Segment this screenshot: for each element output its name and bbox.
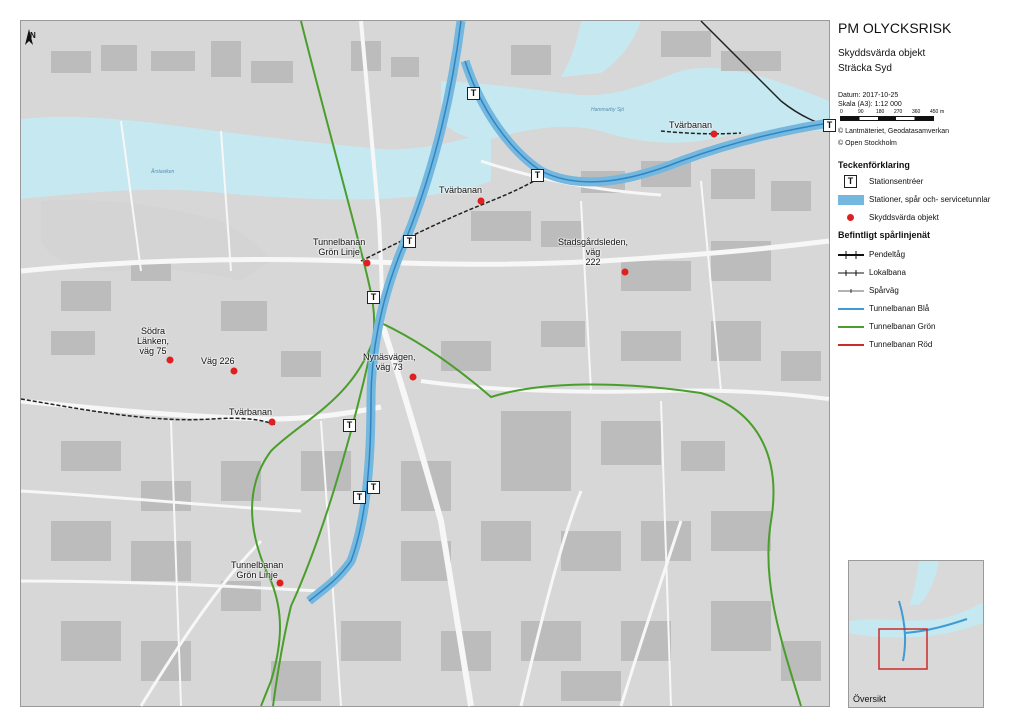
legend-row-bla (838, 302, 1018, 316)
pendeltag-line-icon (838, 248, 864, 262)
legend-row-gron (838, 320, 1018, 334)
scale-tick: 180 (876, 109, 885, 115)
overview-svg (849, 561, 983, 707)
blue-line-icon (838, 302, 864, 316)
legend-row-sparvag (838, 284, 1018, 298)
scale-unit: m (940, 109, 945, 115)
legend-label: Tunnelbanan Röd (869, 340, 933, 349)
protected-dot-icon (847, 214, 854, 221)
label-tvarbanan-ne: Tvärbanan (669, 120, 713, 130)
tunnel-swatch-icon (838, 195, 864, 205)
protected-dot-nynasvagen (410, 374, 417, 381)
legend-row-station-entries (838, 175, 1018, 189)
label-tunnelbanan-south: Tunnelbanan Grön Linje (231, 560, 284, 580)
label-tvarbanan-central: Tvärbanan (439, 185, 483, 195)
scale-tick: 90 (858, 109, 864, 115)
legend-label: Stationsentréer (869, 177, 924, 186)
label-tunnelbanan-north: Tunnelbanan Grön Linje (313, 237, 366, 257)
map-subtitle-1: Skyddsvärda objekt (838, 48, 926, 59)
map-subtitle-2: Sträcka Syd (838, 63, 892, 74)
legend-label: Tunnelbanan Blå (869, 304, 930, 313)
protected-dot-stadsgardsleden (622, 269, 629, 276)
protected-dot-tunnelbanan-north (364, 260, 371, 267)
station-entry-icon[interactable]: T (823, 119, 836, 132)
protected-dot-vag-226 (231, 368, 238, 375)
legend-label: Stationer, spår och- servicetunnlar (869, 195, 991, 204)
protected-dot-sodra-lanken (167, 357, 174, 364)
scale-bar (838, 109, 948, 123)
red-line-icon (838, 338, 864, 352)
map-title: PM OLYCKSRISK (838, 20, 952, 36)
legend-label: Pendeltåg (869, 250, 906, 259)
station-entry-icon[interactable]: T (403, 235, 416, 248)
station-entry-icon[interactable]: T (353, 491, 366, 504)
protected-dot-tunnelbanan-south (277, 580, 284, 587)
map-canvas[interactable] (20, 20, 833, 707)
water-north (561, 21, 641, 77)
legend-label: Lokalbana (869, 268, 906, 277)
network-heading: Befintligt spårlinjenät (838, 230, 931, 240)
legend-row-rod (838, 338, 1018, 352)
label-stadsgardsleden: Stadsgårdsleden, väg 222 (558, 237, 629, 267)
station-entry-icon[interactable]: T (367, 481, 380, 494)
station-entry-icon[interactable]: T (467, 87, 480, 100)
protected-dot-tvarbanan-ne (711, 131, 718, 138)
legend-label: Skyddsvärda objekt (869, 213, 939, 222)
legend-heading: Teckenförklaring (838, 160, 910, 170)
legend-row-stations-tunnels (838, 193, 1018, 207)
scale-tick: 270 (894, 109, 903, 115)
map-date: Datum: 2017-10-25 (838, 92, 899, 99)
scale-tick: 450 (930, 109, 939, 115)
credit-lantmateriet: © Lantmäteriet, Geodatasamverkan (838, 128, 949, 135)
legend-row-pendeltag (838, 248, 1018, 262)
legend-panel (838, 20, 1018, 560)
water-label-arstaviken: Årstaviken (151, 169, 175, 175)
scale-tick: 0 (840, 109, 843, 115)
credit-open-stockholm: © Open Stockholm (838, 140, 897, 147)
label-nynasvagen: Nynäsvägen, väg 73 (363, 352, 416, 372)
green-line-icon (838, 320, 864, 334)
water-label-hammarby: Hammarby Sjö (591, 107, 625, 113)
legend-row-protected (838, 211, 1018, 225)
north-label: N (30, 31, 36, 40)
station-entry-icon: T (844, 175, 857, 188)
protected-dot-tvarbanan-sw (269, 419, 276, 426)
scale-tick: 360 (912, 109, 921, 115)
label-tvarbanan-sw: Tvärbanan (229, 407, 273, 417)
legend-label: Spårväg (869, 286, 899, 295)
legend-label: Tunnelbanan Grön (869, 322, 936, 331)
station-entry-icon[interactable]: T (343, 419, 356, 432)
map-scale: Skala (A3): 1:12 000 (838, 101, 902, 108)
lokalbana-line-icon (838, 266, 864, 280)
protected-dot-tvarbanan-central (478, 198, 485, 205)
station-entry-icon[interactable]: T (531, 169, 544, 182)
overview-map[interactable] (848, 560, 984, 708)
legend-row-lokalbana (838, 266, 1018, 280)
sparvag-line-icon (838, 284, 864, 298)
label-sodra-lanken: Södra Länken, väg 75 (137, 326, 170, 356)
station-entry-icon[interactable]: T (367, 291, 380, 304)
overview-label: Översikt (853, 694, 887, 704)
label-vag-226: Väg 226 (201, 356, 235, 366)
